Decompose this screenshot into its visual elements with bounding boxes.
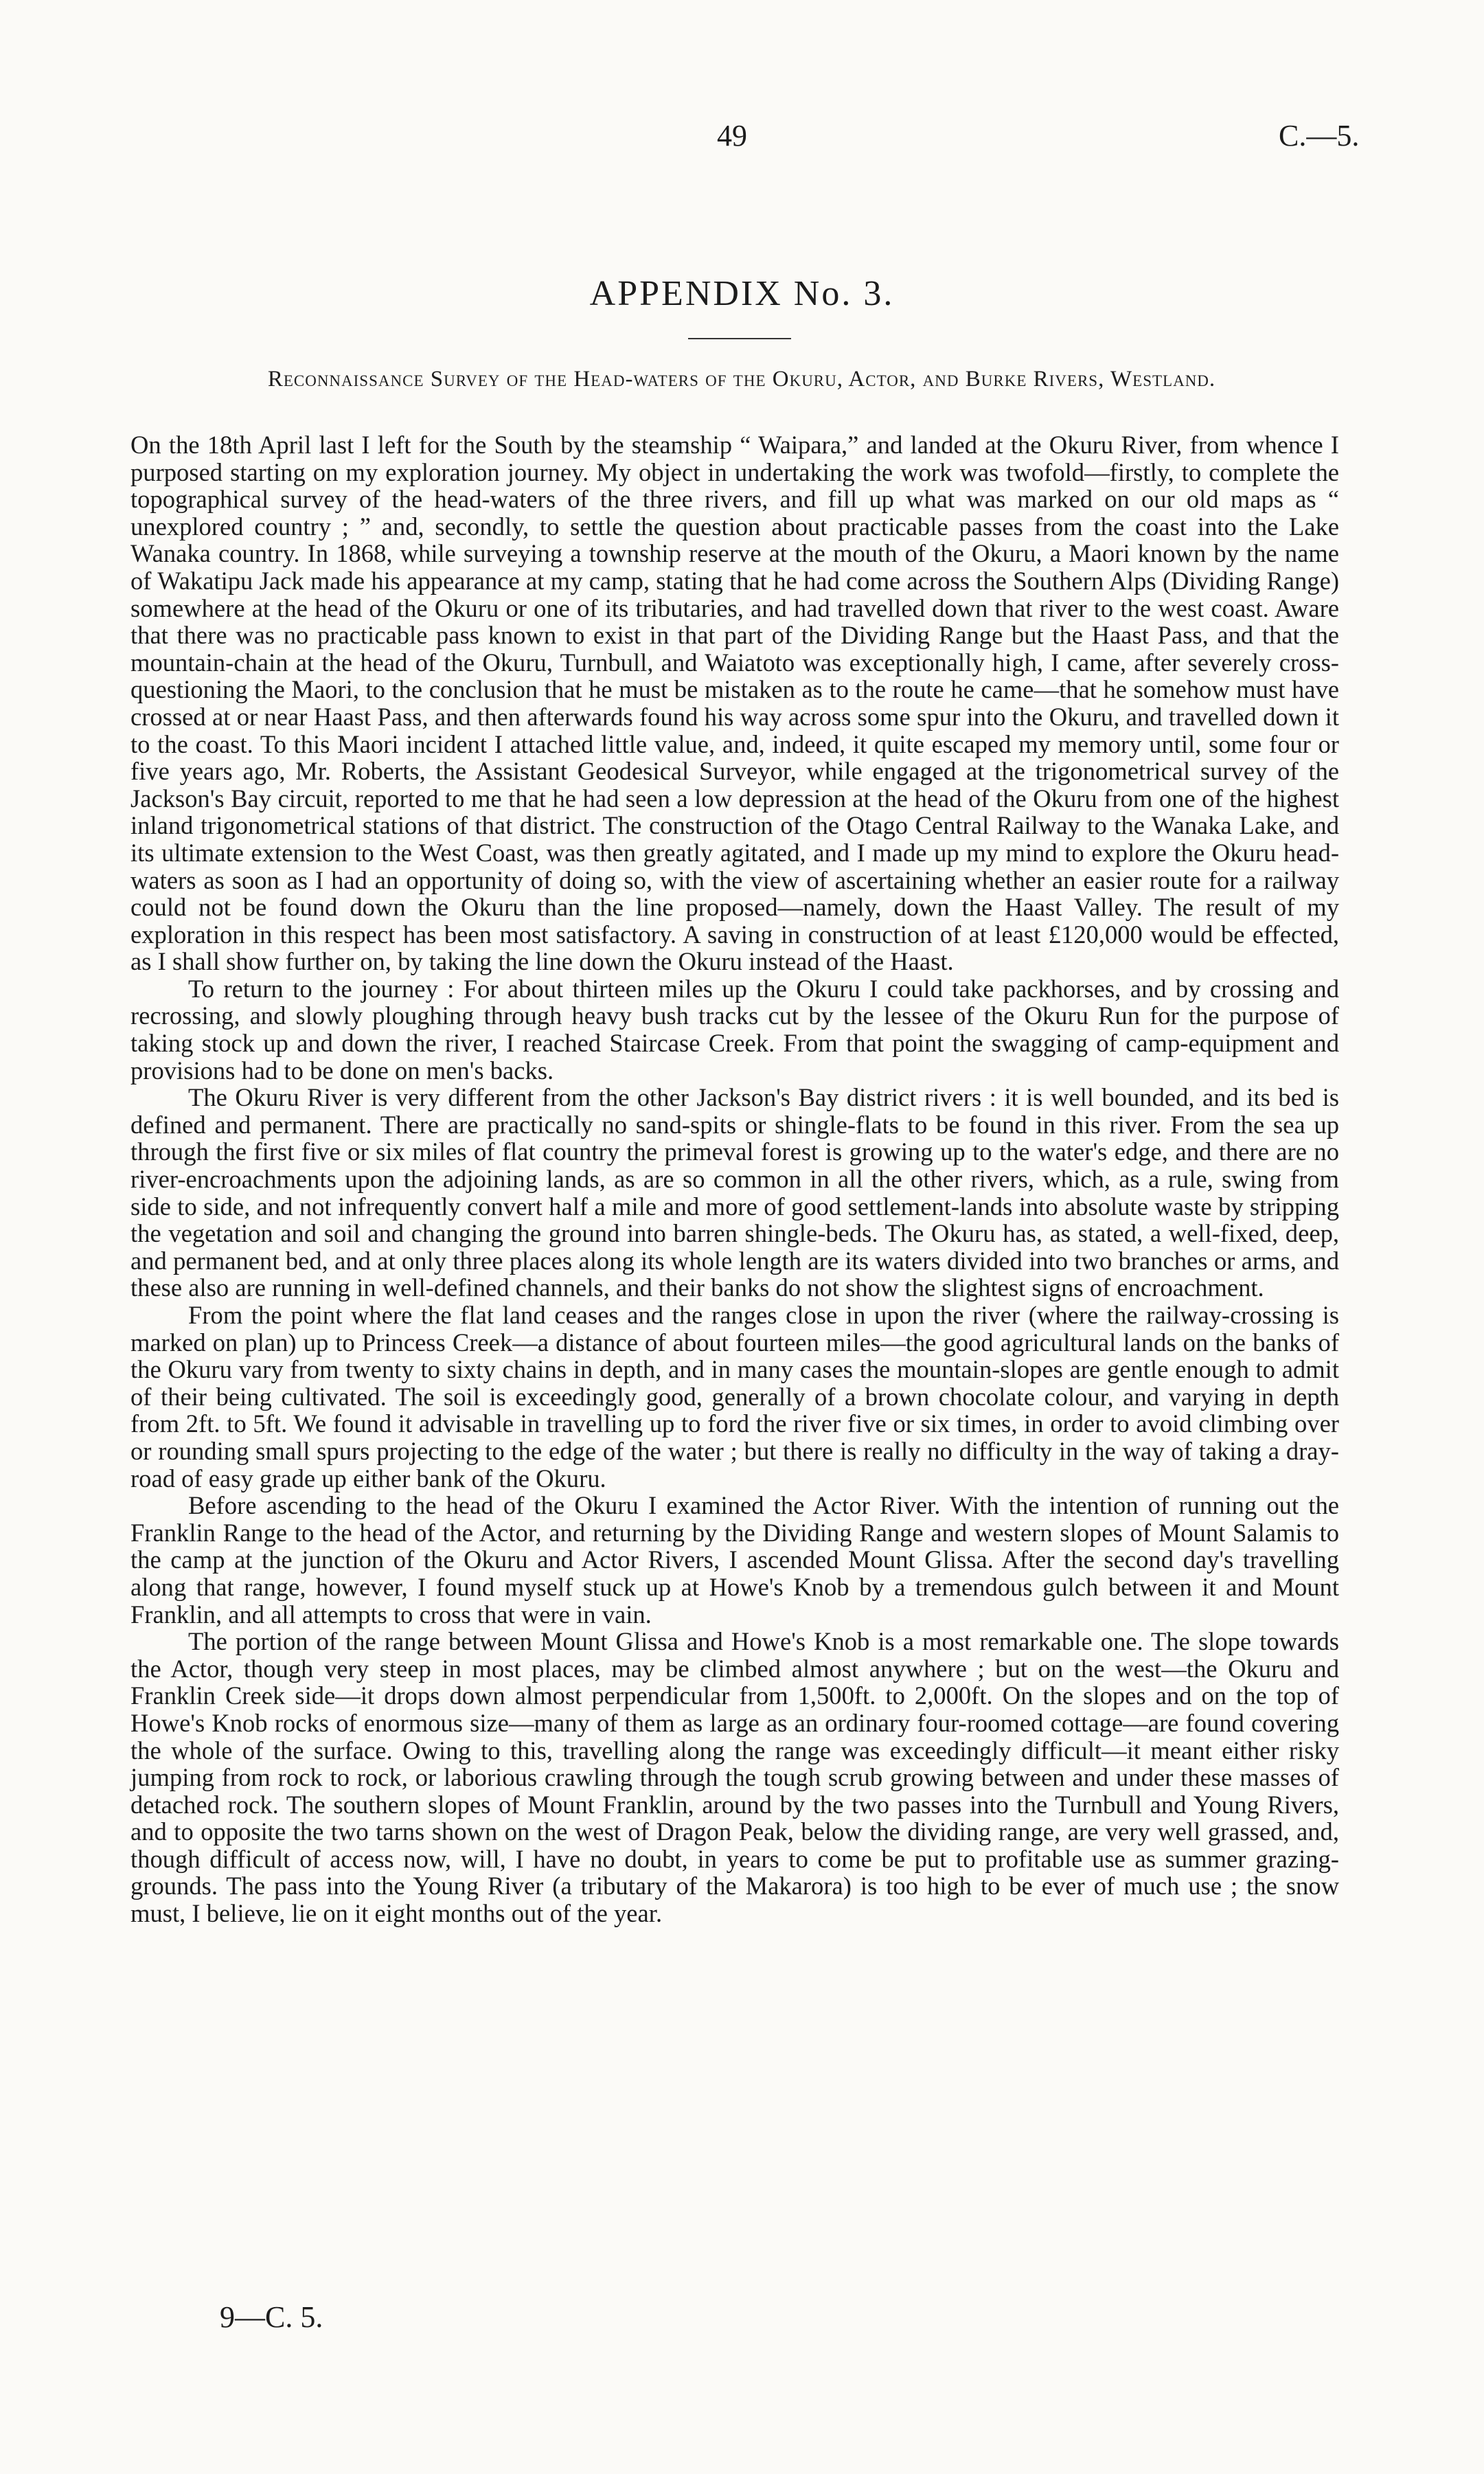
title-divider <box>688 338 791 339</box>
paragraph: The Okuru River is very different from the other Jackson's Bay district rivers : it is well bounded, and its bed is defined and permanent. There are practically no sand-spits or shingle-flats to be found in this river. From the sea up through the first five or six miles of flat country the primeval forest is growing up to the water's edge, and there are no river-encroachments upon the adjoining lands, as are so common in all the other rivers, which, as a rule, swing from side to side, and not infrequently convert half a mile and more of good settlement-lands into absolute waste by stripping the vegetation and soil and changing the ground into barren shingle-beds. The Okuru has, as stated, a well-fixed, deep, and permanent bed, and at only three places along its whole length are its waters divided into two branches or arms, and these also are running in well-defined channels, and their banks do not show the slightest signs of encroachment. <box>130 1083 1339 1302</box>
body-text <box>130 431 1339 1927</box>
paragraph: On the 18th April last I left for the South by the steamship “ Waipara,” and landed at the Okuru River, from whence I purposed starting on my exploration journey. My object in undertaking the work was twofold—firstly, to complete the topographical survey of the head-waters of the three rivers, and fill up what was marked on our old maps as “ unexplored country ; ” and, secondly, to settle the question about practicable passes from the coast into the Lake Wanaka country. In 1868, while surveying a township reserve at the mouth of the Okuru, a Maori known by the name of Wakatipu Jack made his appearance at my camp, stating that he had come across the Southern Alps (Dividing Range) somewhere at the head of the Okuru or one of its tributaries, and had travelled down that river to the west coast. Aware that there was no practicable pass known to exist in that part of the Dividing Range but the Haast Pass, and that the mountain-chain at the head of the Okuru, Turnbull, and Waiatoto was exceptionally high, I came, after severely cross-questioning the Maori, to the conclusion that he must be mistaken as to the route he came—that he somehow must have crossed at or near Haast Pass, and then afterwards found his way across some spur into the Okuru, and travelled down it to the coast. To this Maori incident I attached little value, and, indeed, it quite escaped my memory until, some four or five years ago, Mr. Roberts, the Assistant Geodesical Surveyor, while engaged at the trigonometrical survey of the Jackson's Bay circuit, reported to me that he had seen a low depression at the head of the Okuru from one of the highest inland trigonometrical stations of that district. The construction of the Otago Central Railway to the Wanaka Lake, and its ultimate extension to the West Coast, was then greatly agitated, and I made up my mind to explore the Okuru head-waters as soon as I had an opportunity of doing so, with the view of ascertaining whether an easier route for a railway could not be found down the Okuru than the line proposed—namely, down the Haast Valley. The result of my exploration in this respect has been most satisfactory. A saving in construction of at least £120,000 would be effected, as I shall show further on, by taking the line down the Okuru instead of the Haast. <box>130 431 1339 976</box>
paragraph: The portion of the range between Mount Glissa and Howe's Knob is a most remarkable one. The slope towards the Actor, though very steep in most places, may be climbed almost anywhere ; but on the west—the Okuru and Franklin Creek side—it drops down almost perpendicular from 1,500ft. to 2,000ft. On the slopes and on the top of Howe's Knob rocks of enormous size—many of them as large as an ordinary four-roomed cottage—are found covering the whole of the surface. Owing to this, travelling along the range was exceedingly difficult—it meant either risky jumping from rock to rock, or laborious crawling through the tough scrub growing between and under these masses of detached rock. The southern slopes of Mount Franklin, around by the two passes into the Turnbull and Young Rivers, and to opposite the two tarns shown on the west of Dragon Peak, below the dividing range, are very well grassed, and, though difficult of access now, will, I have no doubt, in years to come be put to profitable use as summer grazing-grounds. The pass into the Young River (a tributary of the Makarora) is too high to be ever of much use ; the snow must, I believe, lie on it eight months out of the year. <box>130 1627 1339 1928</box>
page-number: 49 <box>717 119 747 152</box>
paragraph: Before ascending to the head of the Okuru I examined the Actor River. With the intention of running out the Franklin Range to the head of the Actor, and returning by the Dividing Range and western slopes of Mount Salamis to the camp at the junction of the Okuru and Actor Rivers, I ascended Mount Glissa. After the second day's travelling along that range, however, I found myself stuck up at Howe's Knob by a tremendous gulch between it and Mount Franklin, and all attempts to cross that were in vain. <box>130 1491 1339 1628</box>
paragraph: From the point where the flat land ceases and the ranges close in upon the river (where the railway-crossing is marked on plan) up to Princess Creek—a distance of about fourteen miles—the good agricultural lands on the banks of the Okuru vary from twenty to sixty chains in depth, and in many cases the mountain-slopes are gentle enough to admit of their being cultivated. The soil is exceedingly good, generally of a brown chocolate colour, and varying in depth from 2ft. to 5ft. We found it advisable in travelling up to ford the river five or six times, in order to avoid climbing over or rounding small spurs projecting to the edge of the water ; but there is really no difficulty in the way of taking a dray-road of easy grade up either bank of the Okuru. <box>130 1301 1339 1493</box>
appendix-title: APPENDIX No. 3. <box>589 274 895 313</box>
paragraph: To return to the journey : For about thirteen miles up the Okuru I could take packhorses, and by crossing and recrossing, and slowly ploughing through heavy bush tracks cut by the lessee of the Okuru Run for the purpose of taking stock up and down the river, I reached Staircase Creek. From that point the swagging of camp-equipment and provisions had to be done on men's backs. <box>130 974 1339 1085</box>
appendix-subtitle: Reconnaissance Survey of the Head-waters of the Okuru, Actor, and Burke Rivers, Westland. <box>267 367 1216 391</box>
document-reference: C.—5. <box>1279 119 1360 152</box>
signature-mark: 9—C. 5. <box>220 2300 323 2334</box>
